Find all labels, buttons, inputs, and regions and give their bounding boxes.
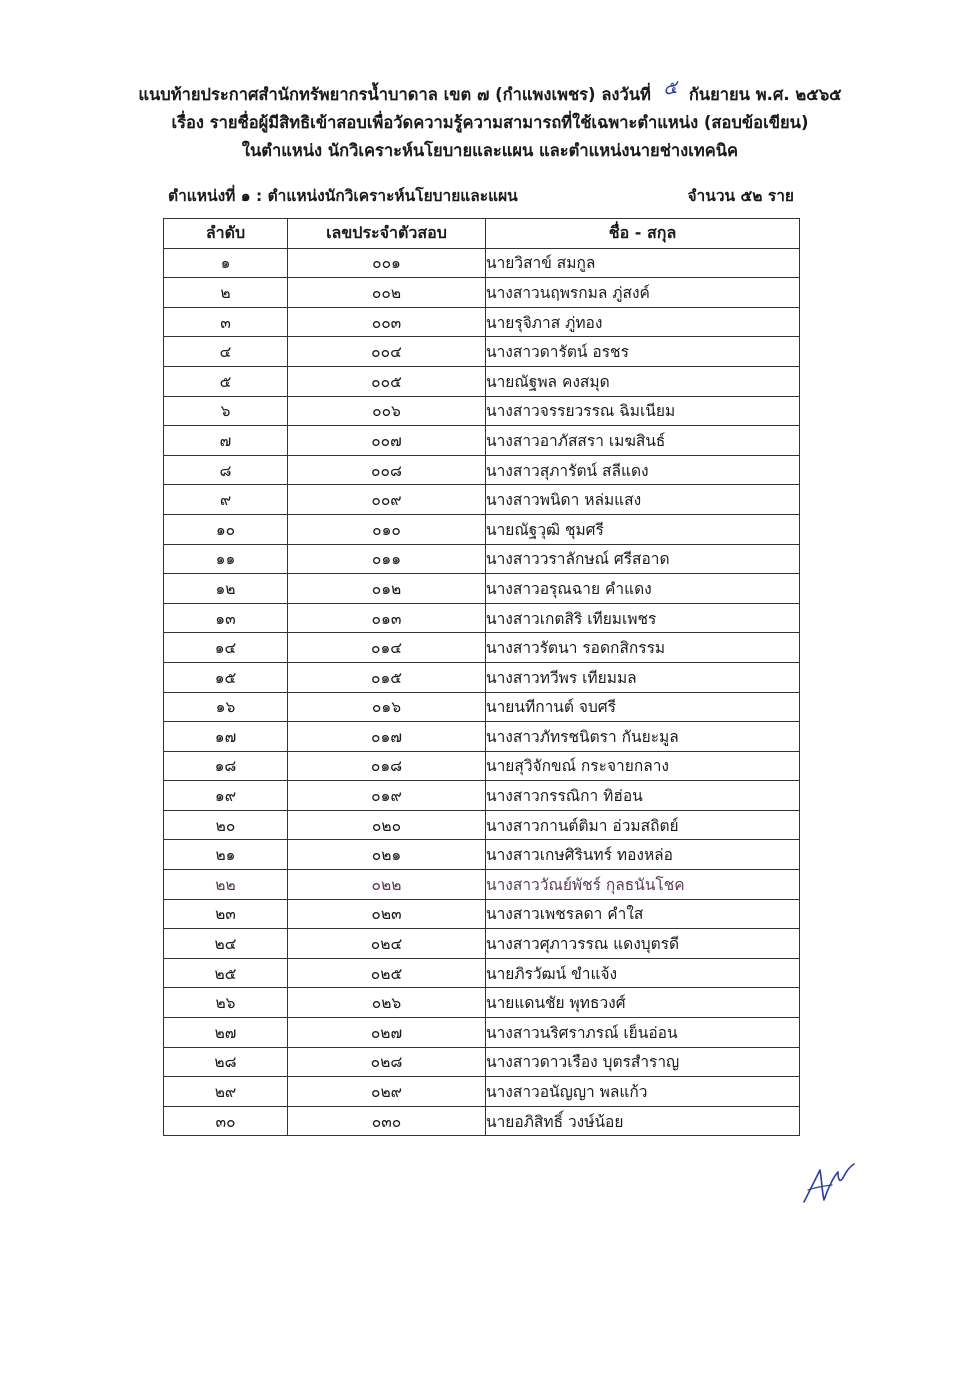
cell-exam-id: ๐๐๒ — [288, 278, 486, 308]
table-row — [164, 958, 800, 988]
table-row — [164, 810, 800, 840]
cell-name: นางสาวอนัญญา พลแก้ว — [486, 1077, 800, 1107]
table-row — [164, 426, 800, 456]
table-row — [164, 1077, 800, 1107]
cell-order: ๑๓ — [164, 603, 288, 633]
cell-order: ๔ — [164, 337, 288, 367]
cell-name: นางสาวทวีพร เทียมมล — [486, 662, 800, 692]
cell-exam-id: ๐๒๗ — [288, 1018, 486, 1048]
table-row — [164, 603, 800, 633]
cell-name: นายณัฐวุฒิ ชุมศรี — [486, 514, 800, 544]
cell-exam-id: ๐๓๐ — [288, 1106, 486, 1136]
cell-name: นางสาวดาวเรือง บุตรสำราญ — [486, 1047, 800, 1077]
cell-exam-id: ๐๑๗ — [288, 722, 486, 752]
header-order: ลำดับ — [164, 219, 288, 249]
table-row — [164, 544, 800, 574]
cell-order: ๒๒ — [164, 870, 288, 900]
cell-exam-id: ๐๐๕ — [288, 366, 486, 396]
cell-order: ๒๐ — [164, 810, 288, 840]
table-row — [164, 396, 800, 426]
table-row — [164, 899, 800, 929]
cell-name: นายวิสาข์ สมกูล — [486, 248, 800, 278]
position-count: จำนวน ๕๒ ราย — [687, 187, 794, 205]
cell-exam-id: ๐๒๑ — [288, 840, 486, 870]
table-row — [164, 633, 800, 663]
cell-order: ๙ — [164, 485, 288, 515]
table-row — [164, 248, 800, 278]
cell-name: นายภิรวัฒน์ ขำแจ้ง — [486, 958, 800, 988]
cell-order: ๑๘ — [164, 751, 288, 781]
cell-exam-id: ๐๐๙ — [288, 485, 486, 515]
header-line-1-after: กันยายน พ.ศ. ๒๕๖๕ — [688, 85, 842, 104]
cell-order: ๑๕ — [164, 662, 288, 692]
cell-order: ๑๐ — [164, 514, 288, 544]
table-row — [164, 781, 800, 811]
cell-exam-id: ๐๐๘ — [288, 455, 486, 485]
table-row — [164, 840, 800, 870]
cell-exam-id: ๐๒๘ — [288, 1047, 486, 1077]
cell-exam-id: ๐๑๔ — [288, 633, 486, 663]
table-row — [164, 722, 800, 752]
position-label: ตำแหน่งที่ ๑ : ตำแหน่งนักวิเคราะห์นโยบายและแผน — [168, 187, 518, 205]
cell-name: นางสาวเกษศิรินทร์ ทองหล่อ — [486, 840, 800, 870]
table-row — [164, 929, 800, 959]
cell-order: ๓๐ — [164, 1106, 288, 1136]
cell-exam-id: ๐๒๐ — [288, 810, 486, 840]
cell-name: นายณัฐพล คงสมุด — [486, 366, 800, 396]
header-name: ชื่อ - สกุล — [486, 219, 800, 249]
cell-name: นางสาวภัทรชนิตรา กันยะมูล — [486, 722, 800, 752]
cell-exam-id: ๐๒๒ — [288, 870, 486, 900]
cell-order: ๑๒ — [164, 574, 288, 604]
handwritten-day: ๕ — [661, 76, 679, 100]
cell-name: นางสาวรัตนา รอดกสิกรรม — [486, 633, 800, 663]
cell-exam-id: ๐๒๙ — [288, 1077, 486, 1107]
cell-exam-id: ๐๑๘ — [288, 751, 486, 781]
table-row — [164, 1047, 800, 1077]
cell-exam-id: ๐๑๓ — [288, 603, 486, 633]
cell-order: ๒๔ — [164, 929, 288, 959]
table-row — [164, 1106, 800, 1136]
cell-name: นางสาวเกตสิริ เทียมเพชร — [486, 603, 800, 633]
cell-name: นายสุวิจักขณ์ กระจายกลาง — [486, 751, 800, 781]
cell-name: นางสาวสุภารัตน์ สลีแดง — [486, 455, 800, 485]
cell-exam-id: ๐๑๙ — [288, 781, 486, 811]
table-row — [164, 337, 800, 367]
cell-name: นายแดนชัย พุทธวงศ์ — [486, 988, 800, 1018]
table-row — [164, 307, 800, 337]
cell-order: ๒๕ — [164, 958, 288, 988]
table-row — [164, 662, 800, 692]
cell-name: นางสาวนริศราภรณ์ เย็นอ่อน — [486, 1018, 800, 1048]
cell-exam-id: ๐๑๕ — [288, 662, 486, 692]
cell-order: ๑๑ — [164, 544, 288, 574]
table-row — [164, 692, 800, 722]
cell-order: ๒๖ — [164, 988, 288, 1018]
cell-order: ๖ — [164, 396, 288, 426]
cell-name: นางสาวนฤพรกมล ภู่สงค์ — [486, 278, 800, 308]
table-row — [164, 485, 800, 515]
document-header — [0, 76, 980, 165]
cell-name: นายอภิสิทธิ์ วงษ์น้อย — [486, 1106, 800, 1136]
table-row — [164, 574, 800, 604]
cell-name: นางสาวกรรณิกา ทิฮ่อน — [486, 781, 800, 811]
header-line-2: เรื่อง รายชื่อผู้มีสิทธิเข้าสอบเพื่อวัดความรู้ความสามารถที่ใช้เฉพาะตำแหน่ง (สอบข้อเขียน) — [171, 113, 809, 132]
cell-exam-id: ๐๐๓ — [288, 307, 486, 337]
cell-order: ๑ — [164, 248, 288, 278]
cell-order: ๑๗ — [164, 722, 288, 752]
header-line-3: ในตำแหน่ง นักวิเคราะห์นโยบายและแผน และตำแหน่งนายช่างเทคนิค — [241, 141, 739, 160]
cell-order: ๘ — [164, 455, 288, 485]
cell-order: ๕ — [164, 366, 288, 396]
cell-name: นายนทีกานต์ จบศรี — [486, 692, 800, 722]
cell-order: ๒๗ — [164, 1018, 288, 1048]
cell-name: นางสาวอาภัสสรา เมฆสินธ์ — [486, 426, 800, 456]
cell-exam-id: ๐๒๕ — [288, 958, 486, 988]
cell-order: ๒๓ — [164, 899, 288, 929]
signature-icon — [800, 1160, 856, 1206]
table-row — [164, 514, 800, 544]
cell-exam-id: ๐๐๔ — [288, 337, 486, 367]
cell-exam-id: ๐๑๐ — [288, 514, 486, 544]
table-row — [164, 988, 800, 1018]
cell-order: ๑๔ — [164, 633, 288, 663]
table-row — [164, 751, 800, 781]
header-exam-id: เลขประจำตัวสอบ — [288, 219, 486, 249]
cell-name: นางสาววราลักษณ์ ศรีสอาด — [486, 544, 800, 574]
cell-name: นางสาวจรรยวรรณ ฉิมเนียม — [486, 396, 800, 426]
cell-order: ๗ — [164, 426, 288, 456]
cell-name: นางสาวดารัตน์ อรชร — [486, 337, 800, 367]
cell-name: นางสาวอรุณฉาย คำแดง — [486, 574, 800, 604]
cell-exam-id: ๐๐๑ — [288, 248, 486, 278]
cell-name: นางสาวศุภาวรรณ แดงบุตรดี — [486, 929, 800, 959]
cell-order: ๒ — [164, 278, 288, 308]
cell-name: นางสาวพนิดา หล่มแสง — [486, 485, 800, 515]
table-row — [164, 870, 800, 900]
cell-name: นางสาวเพชรลดา คำใส — [486, 899, 800, 929]
cell-order: ๒๙ — [164, 1077, 288, 1107]
cell-exam-id: ๐๒๓ — [288, 899, 486, 929]
cell-order: ๑๙ — [164, 781, 288, 811]
cell-exam-id: ๐๐๖ — [288, 396, 486, 426]
table-row — [164, 1018, 800, 1048]
header-line-1-before: แนบท้ายประกาศสำนักทรัพยากรน้ำบาดาล เขต ๗ (กำแพงเพชร) ลงวันที่ — [138, 85, 651, 104]
table-row — [164, 366, 800, 396]
cell-exam-id: ๐๑๖ — [288, 692, 486, 722]
cell-exam-id: ๐๑๑ — [288, 544, 486, 574]
cell-exam-id: ๐๒๖ — [288, 988, 486, 1018]
table-header-row — [164, 219, 800, 249]
table-row — [164, 455, 800, 485]
candidate-table — [163, 218, 800, 1136]
cell-order: ๑๖ — [164, 692, 288, 722]
cell-order: ๒๑ — [164, 840, 288, 870]
table-body — [164, 248, 800, 1136]
cell-name: นางสาววัณย์พัชร์ กุลธนันโชค — [486, 870, 800, 900]
table-row — [164, 278, 800, 308]
header-line-1 — [0, 76, 980, 109]
cell-order: ๓ — [164, 307, 288, 337]
cell-exam-id: ๐๐๗ — [288, 426, 486, 456]
cell-name: นางสาวกานต์ติมา อ่วมสถิตย์ — [486, 810, 800, 840]
position-row — [168, 183, 794, 207]
cell-exam-id: ๐๑๒ — [288, 574, 486, 604]
cell-name: นายรุจิภาส ภู่ทอง — [486, 307, 800, 337]
cell-exam-id: ๐๒๔ — [288, 929, 486, 959]
cell-order: ๒๘ — [164, 1047, 288, 1077]
